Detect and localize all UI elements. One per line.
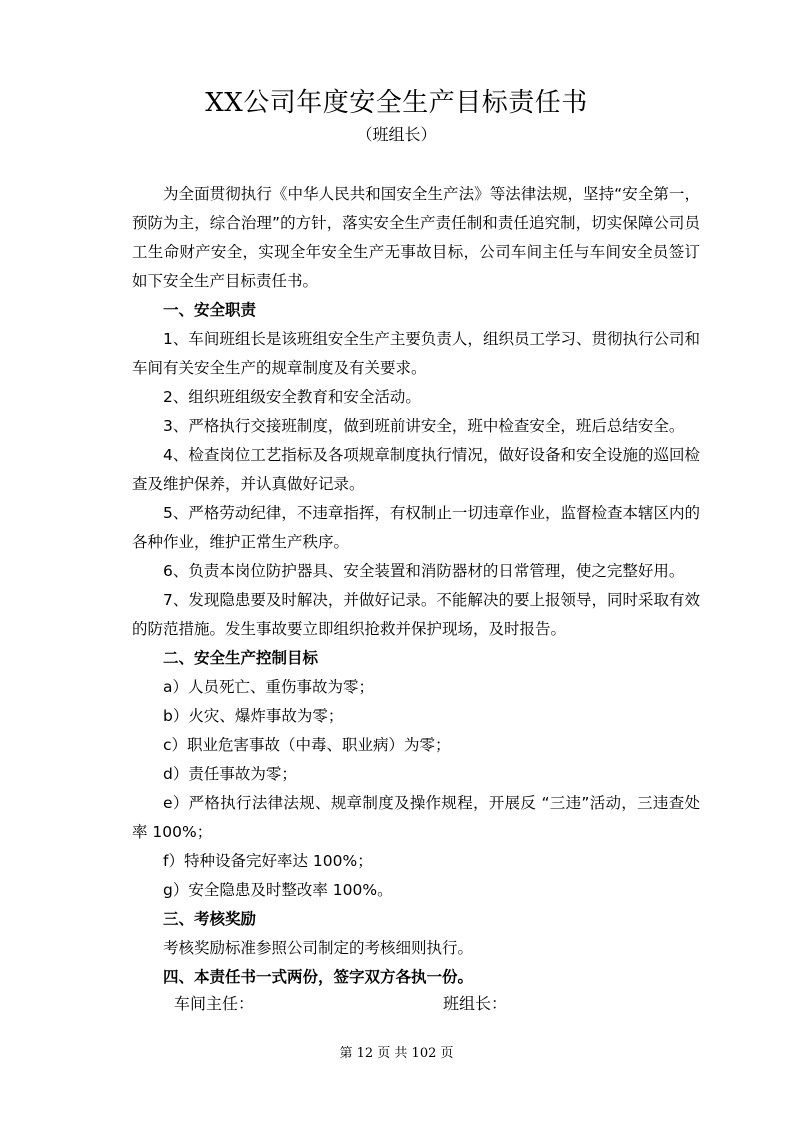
body-paragraph: 5、严格劳动纪律，不违章指挥，有权制止一切违章作业，监督检查本辖区内的各种作业，维护正常生产秩序。 <box>132 504 700 551</box>
body-paragraph: 6、负责本岗位防护器具、安全装置和消防器材的日常管理，使之完整好用。 <box>163 562 685 580</box>
body-paragraph: 1、车间班组长是该班组安全生产主要负责人，组织员工学习、贯彻执行公司和车间有关安全生产的规章制度及有关要求。 <box>132 330 700 377</box>
body-paragraph: c）职业危害事故（中毒、职业病）为零； <box>163 736 451 754</box>
section-heading: 一、安全职责 <box>163 301 257 319</box>
section-heading: 四、本责任书一式两份，签字双方各执一份。 <box>163 968 474 986</box>
body-paragraph: e）严格执行法律法规、规章制度及操作规程，开展反 “三违”活动，三违查处率 100%； <box>132 794 700 841</box>
document-title: XX公司年度安全生产目标责任书 <box>205 88 588 118</box>
body-paragraph: d）责任事故为零； <box>163 765 297 783</box>
section-heading: 二、安全生产控制目标 <box>163 649 319 667</box>
body-paragraph: f）特种设备完好率达 100%； <box>163 852 373 870</box>
body-paragraph: 7、发现隐患要及时解决，并做好记录。不能解决的要上报领导，同时采取有效的防范措施。发生事故要立即组织抢救并保护现场，及时报告。 <box>132 591 700 638</box>
signature-workshop-director: 车间主任： <box>174 994 255 1013</box>
body-paragraph: g）安全隐患及时整改率 100%。 <box>163 881 393 899</box>
page-footer: 第 12 页 共 102 页 <box>339 1046 454 1061</box>
section-heading: 三、考核奖励 <box>163 910 257 928</box>
signature-row <box>0 991 793 1017</box>
body-paragraph: 4、检查岗位工艺指标及各项规章制度执行情况，做好设备和安全设施的巡回检查及维护保养，并认真做好记录。 <box>132 446 700 493</box>
body-paragraph: b）火灾、爆炸事故为零； <box>163 707 344 725</box>
body-paragraph: 3、严格执行交接班制度，做到班前讲安全，班中检查安全，班后总结安全。 <box>163 417 685 435</box>
body-paragraph: 考核奖励标准参照公司制定的考核细则执行。 <box>163 939 474 957</box>
document-body <box>132 180 700 992</box>
body-paragraph: 为全面贯彻执行《中华人民共和国安全生产法》等法律法规，坚持“安全第一，预防为主，综合治理”的方针，落实安全生产责任制和责任追究制，切实保障公司员工生命财产安全，实现全年安全生产无事故目标，公司车间主任与车间安全员签订如下安全生产目标责任书。 <box>132 185 700 290</box>
body-paragraph: a）人员死亡、重伤事故为零； <box>163 678 374 696</box>
document-subtitle: （班组长） <box>356 125 437 144</box>
signature-team-leader: 班组长： <box>443 994 508 1013</box>
body-paragraph: 2、组织班组级安全教育和安全活动。 <box>163 388 421 406</box>
